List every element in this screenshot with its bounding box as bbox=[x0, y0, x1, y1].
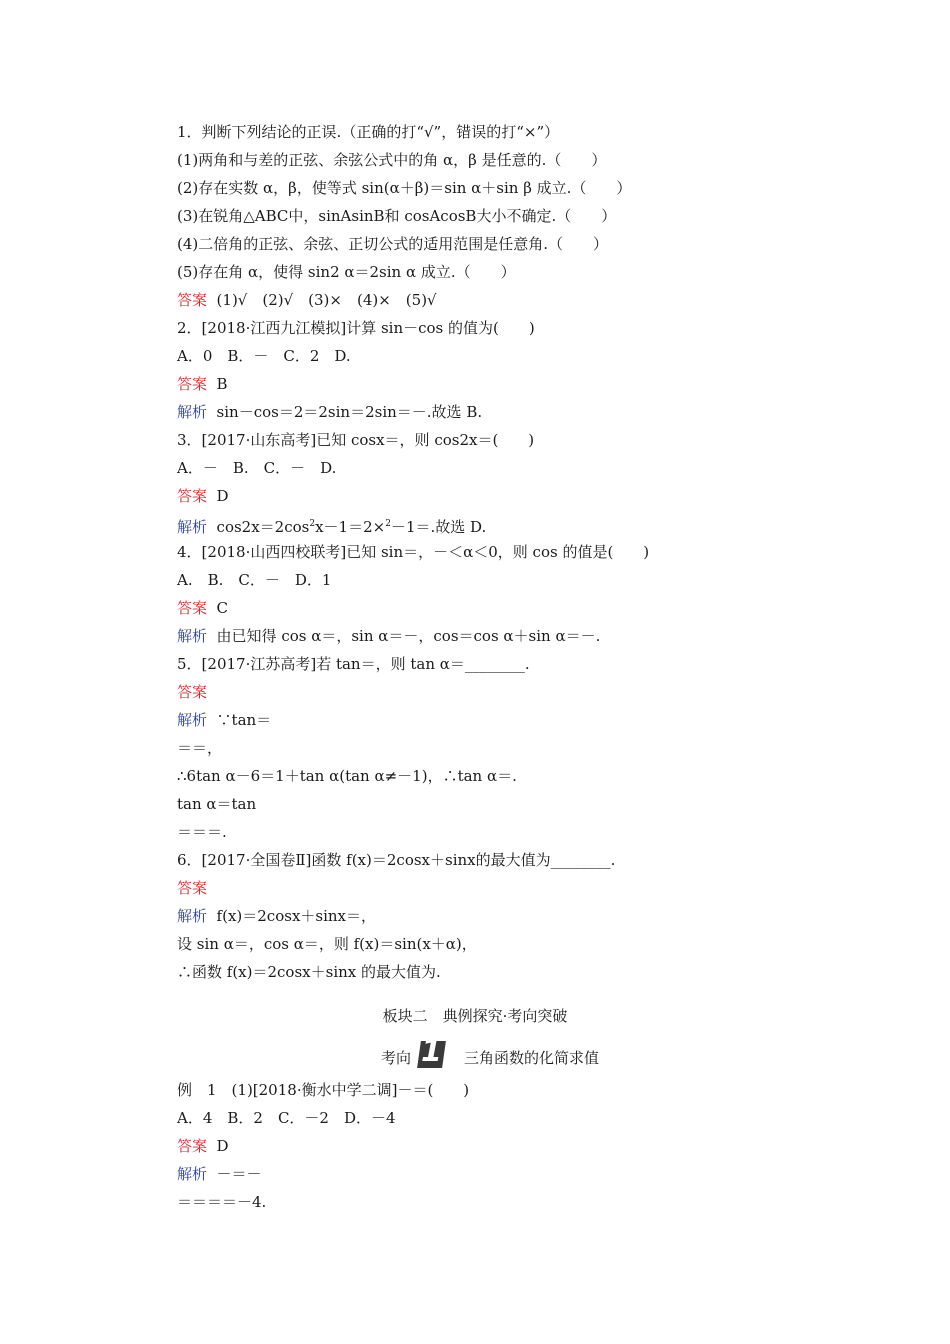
answer-label: 答案 bbox=[177, 683, 208, 701]
q2-answer-line bbox=[177, 374, 228, 394]
ex1-stem: 例 1 (1)[2018·衡水中学二调]－＝( ) bbox=[177, 1081, 470, 1099]
q1-answer: (1)√ (2)√ (3)× (4)× (5)√ bbox=[207, 291, 437, 309]
answer-label: 答案 bbox=[177, 291, 208, 309]
q1-item-3: (3)在锐角△ABC中，sinAsinB和 cosAcosB大小不确定.（ ） bbox=[177, 207, 617, 225]
explain-label: 解析 bbox=[177, 1165, 208, 1183]
explain-label: 解析 bbox=[177, 711, 208, 729]
ex1-explain: －＝－ bbox=[207, 1165, 262, 1183]
q3-explain-sup1: 2 bbox=[309, 519, 316, 529]
ex1-options: A．4 B．2 C．－2 D．－4 bbox=[177, 1109, 396, 1127]
q5-line-3: tan α＝tan bbox=[177, 795, 257, 813]
answer-label: 答案 bbox=[177, 879, 208, 897]
q2-stem: 2．[2018·江西九江模拟]计算 sin－cos 的值为( ) bbox=[177, 319, 535, 337]
q5-explain: ∵tan＝ bbox=[207, 711, 272, 729]
ex1-explain-line bbox=[177, 1164, 262, 1184]
explain-label: 解析 bbox=[177, 518, 208, 536]
q6-explain-line bbox=[177, 906, 376, 926]
q2-answer: B bbox=[207, 375, 228, 393]
q3-explain-sup2: 2 bbox=[385, 519, 391, 529]
q3-explain-a: cos2x＝2cos bbox=[207, 518, 310, 536]
q5-line-4: ＝＝＝. bbox=[177, 823, 227, 841]
q4-options: A. B. C．－ D．1 bbox=[177, 571, 332, 589]
topic-number-badge bbox=[416, 1034, 444, 1069]
answer-label: 答案 bbox=[177, 375, 208, 393]
topic-number: 1 bbox=[421, 1034, 442, 1069]
q1-stem: 1．判断下列结论的正误.（正确的打“√”，错误的打“×”） bbox=[177, 123, 560, 141]
answer-label: 答案 bbox=[177, 599, 208, 617]
q6-explain: f(x)＝2cosx＋sinx＝， bbox=[207, 907, 377, 925]
q3-explain-b: x－1＝2× bbox=[315, 518, 386, 536]
q4-explain-line bbox=[177, 626, 600, 646]
q4-stem: 4．[2018·山西四校联考]已知 sin＝，－＜α＜0，则 cos 的值是( ) bbox=[177, 543, 650, 561]
q2-explain: sin－cos＝2＝2sin＝2sin＝－.故选 B. bbox=[207, 403, 483, 421]
q1-item-4: (4)二倍角的正弦、余弦、正切公式的适用范围是任意角.（ ） bbox=[177, 235, 609, 253]
q6-line-2: ∴函数 f(x)＝2cosx＋sinx 的最大值为. bbox=[177, 963, 441, 981]
q5-answer-line bbox=[177, 682, 207, 702]
topic-title: 三角函数的化简求值 bbox=[464, 1049, 600, 1067]
explain-label: 解析 bbox=[177, 627, 208, 645]
explain-label: 解析 bbox=[177, 403, 208, 421]
topic-prefix: 考向 bbox=[380, 1049, 411, 1067]
q4-answer-line bbox=[177, 598, 228, 618]
section-title: 板块二 典例探究·考向突破 bbox=[382, 1007, 568, 1025]
q2-explain-line bbox=[177, 402, 482, 422]
topic-heading bbox=[0, 1034, 950, 1072]
answer-label: 答案 bbox=[177, 487, 208, 505]
q6-line-1: 设 sin α＝，cos α＝，则 f(x)＝sin(x＋α)， bbox=[177, 935, 477, 953]
q3-answer-line bbox=[177, 486, 229, 506]
ex1-line: ＝＝＝＝－4. bbox=[177, 1193, 267, 1211]
q5-line-2: ∴6tan α－6＝1＋tan α(tan α≠－1)，∴tan α＝. bbox=[177, 767, 517, 785]
q1-answer-line bbox=[177, 290, 437, 310]
q6-answer-line bbox=[177, 878, 207, 898]
ex1-answer-line bbox=[177, 1136, 229, 1156]
q1-item-5: (5)存在角 α，使得 sin2 α＝2sin α 成立.（ ） bbox=[177, 263, 516, 281]
q5-stem: 5．[2017·江苏高考]若 tan＝，则 tan α＝________. bbox=[177, 655, 530, 673]
q3-options: A．－ B. C．－ D. bbox=[177, 459, 337, 477]
q3-stem: 3．[2017·山东高考]已知 cosx＝，则 cos2x＝( ) bbox=[177, 431, 535, 449]
q5-explain-line bbox=[177, 710, 271, 730]
q1-item-1: (1)两角和与差的正弦、余弦公式中的角 α，β 是任意的.（ ） bbox=[177, 151, 607, 169]
q4-explain: 由已知得 cos α＝，sin α＝－，cos＝cos α＋sin α＝－. bbox=[207, 627, 601, 645]
q4-answer: C bbox=[207, 599, 229, 617]
q5-line-1: ＝＝， bbox=[177, 739, 223, 757]
q6-stem: 6．[2017·全国卷Ⅱ]函数 f(x)＝2cosx＋sinx的最大值为________. bbox=[177, 851, 616, 869]
explain-label: 解析 bbox=[177, 907, 208, 925]
q3-explain-c: －1＝.故选 D. bbox=[390, 518, 487, 536]
q3-answer: D bbox=[207, 487, 229, 505]
q3-explain-line bbox=[177, 514, 486, 537]
answer-label: 答案 bbox=[177, 1137, 208, 1155]
q1-item-2: (2)存在实数 α，β，使等式 sin(α＋β)＝sin α＋sin β 成立.（ ） bbox=[177, 179, 632, 197]
q2-options: A．0 B．－ C．2 D. bbox=[177, 347, 351, 365]
ex1-answer: D bbox=[207, 1137, 229, 1155]
